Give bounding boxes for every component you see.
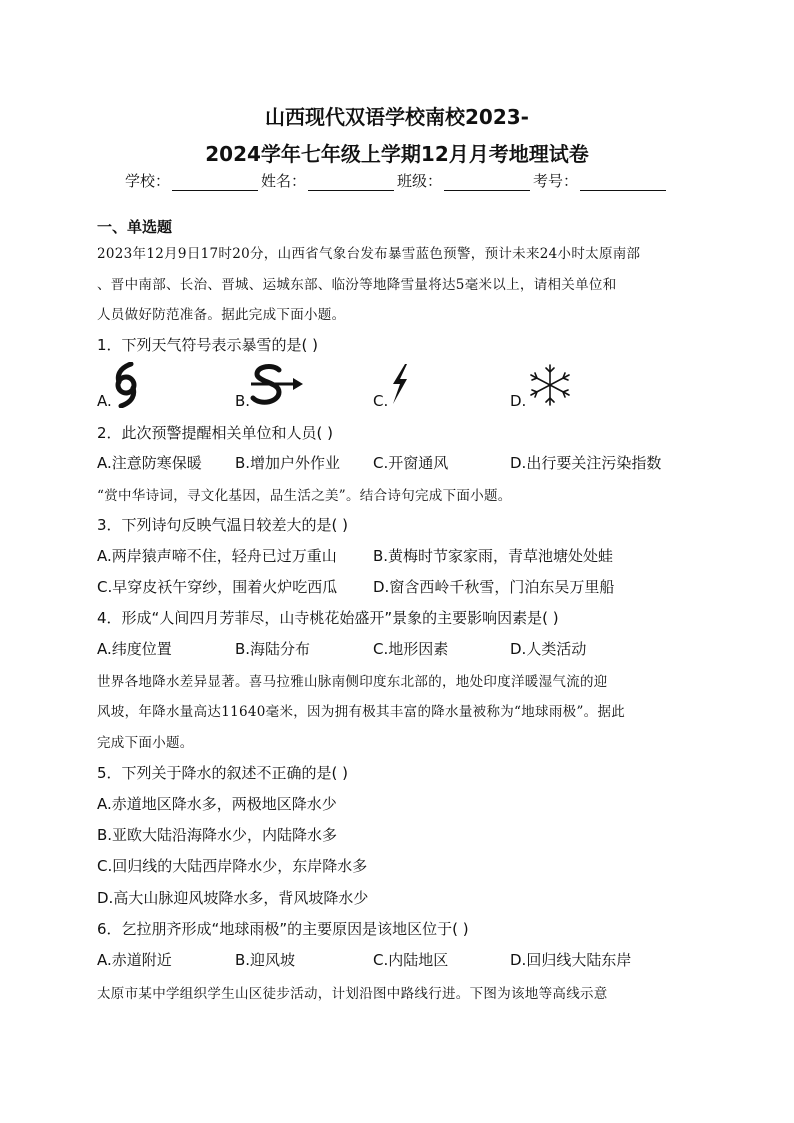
passage-2: “赏中华诗词，寻文化基因，品生活之美”。结合诗句完成下面小题。 (97, 488, 512, 504)
option-d[interactable] (510, 362, 590, 412)
q2-option-d[interactable]: D.出行要关注污染指数 (510, 454, 662, 472)
section-heading: 一、单选题 (97, 218, 173, 236)
q6-option-c[interactable]: C.内陆地区 (373, 951, 449, 969)
question-6-stem: 6．乞拉朋齐形成“地球雨极”的主要原因是该地区位于( ) (97, 920, 469, 938)
name-blank[interactable] (308, 176, 394, 191)
passage-3-line-2: 风坡，年降水量高达11640毫米，因为拥有极其丰富的降水量被称为“地球雨极”。据此 (97, 704, 626, 720)
question-1-options (97, 362, 697, 412)
name-label: 姓名： (260, 172, 306, 190)
q4-option-a[interactable]: A.纬度位置 (97, 640, 172, 658)
passage-1-line-2: 、晋中南部、长治、晋城、运城东部、临汾等地降雪量将达5毫米以上，请相关单位和 (97, 277, 617, 293)
option-b-label: B. (235, 392, 251, 410)
option-b[interactable] (235, 362, 315, 412)
exam-title-line1: 山西现代双语学校南校2023- (265, 105, 529, 129)
q5-option-b[interactable]: B.亚欧大陆沿海降水少，内陆降水多 (97, 826, 338, 844)
question-4-stem: 4．形成“人间四月芳菲尽，山寺桃花始盛开”景象的主要影响因素是( ) (97, 609, 559, 627)
q5-option-c[interactable]: C.回归线的大陆西岸降水少，东岸降水多 (97, 857, 368, 875)
q4-option-d[interactable]: D.人类活动 (510, 640, 587, 658)
q4-option-b[interactable]: B.海陆分布 (235, 640, 311, 658)
q5-option-a[interactable]: A.赤道地区降水多，两极地区降水少 (97, 795, 337, 813)
passage-4: 太原市某中学组织学生山区徒步活动，计划沿图中路线行进。下图为该地等高线示意 (97, 986, 608, 1002)
q4-option-c[interactable]: C.地形因素 (373, 640, 449, 658)
question-5-stem: 5．下列关于降水的叙述不正确的是( ) (97, 764, 349, 782)
q2-option-a[interactable]: A.注意防寒保暖 (97, 454, 202, 472)
option-d-label: D. (510, 392, 527, 410)
q5-option-d[interactable]: D.高大山脉迎风坡降水多，背风坡降水少 (97, 889, 369, 907)
option-c-label: C. (373, 392, 389, 410)
question-2-stem: 2．此次预警提醒相关单位和人员( ) (97, 424, 334, 442)
q3-option-c[interactable]: C.早穿皮袄午穿纱，围着火炉吃西瓜 (97, 578, 338, 596)
class-blank[interactable] (444, 176, 530, 191)
passage-3-line-3: 完成下面小题。 (97, 735, 194, 751)
typhoon-icon (109, 362, 143, 408)
question-3-stem: 3．下列诗句反映气温日较差大的是( ) (97, 516, 349, 534)
passage-1-line-1: 2023年12月9日17时20分，山西省气象台发布暴雪蓝色预警，预计未来24小时太原南部 (97, 246, 641, 262)
sandstorm-icon (249, 364, 305, 408)
school-blank[interactable] (172, 176, 258, 191)
q3-option-b[interactable]: B.黄梅时节家家雨，青草池塘处处蛙 (373, 547, 614, 565)
exam-number-field (533, 170, 666, 191)
q3-option-a[interactable]: A.两岸猿声啼不住，轻舟已过万重山 (97, 547, 337, 565)
passage-3-line-1: 世界各地降水差异显著。喜马拉雅山脉南侧印度东北部的，地处印度洋暖湿气流的迎 (97, 674, 608, 690)
option-c[interactable] (373, 362, 433, 412)
school-field (125, 170, 258, 191)
student-info-row (0, 170, 794, 191)
q2-option-c[interactable]: C.开窗通风 (373, 454, 449, 472)
option-a-label: A. (97, 392, 112, 410)
school-label: 学校： (124, 172, 170, 190)
q3-option-d[interactable]: D.窗含西岭千秋雪，门泊东吴万里船 (373, 578, 615, 596)
snowflake-icon (526, 362, 574, 408)
exam-title-line2: 2024学年七年级上学期12月月考地理试卷 (205, 142, 589, 166)
exam-number-label: 考号： (533, 172, 579, 190)
class-label: 班级： (397, 172, 443, 190)
q6-option-b[interactable]: B.迎风坡 (235, 951, 296, 969)
question-1-stem: 1．下列天气符号表示暴雪的是( ) (97, 336, 319, 354)
q6-option-d[interactable]: D.回归线大陆东岸 (510, 951, 632, 969)
q6-option-a[interactable]: A.赤道附近 (97, 951, 172, 969)
name-field (261, 170, 394, 191)
lightning-icon (387, 362, 413, 406)
class-field (397, 170, 530, 191)
q2-option-b[interactable]: B.增加户外作业 (235, 454, 341, 472)
option-a[interactable] (97, 362, 157, 412)
exam-number-blank[interactable] (580, 176, 666, 191)
passage-1-line-3: 人员做好防范准备。据此完成下面小题。 (97, 307, 346, 323)
